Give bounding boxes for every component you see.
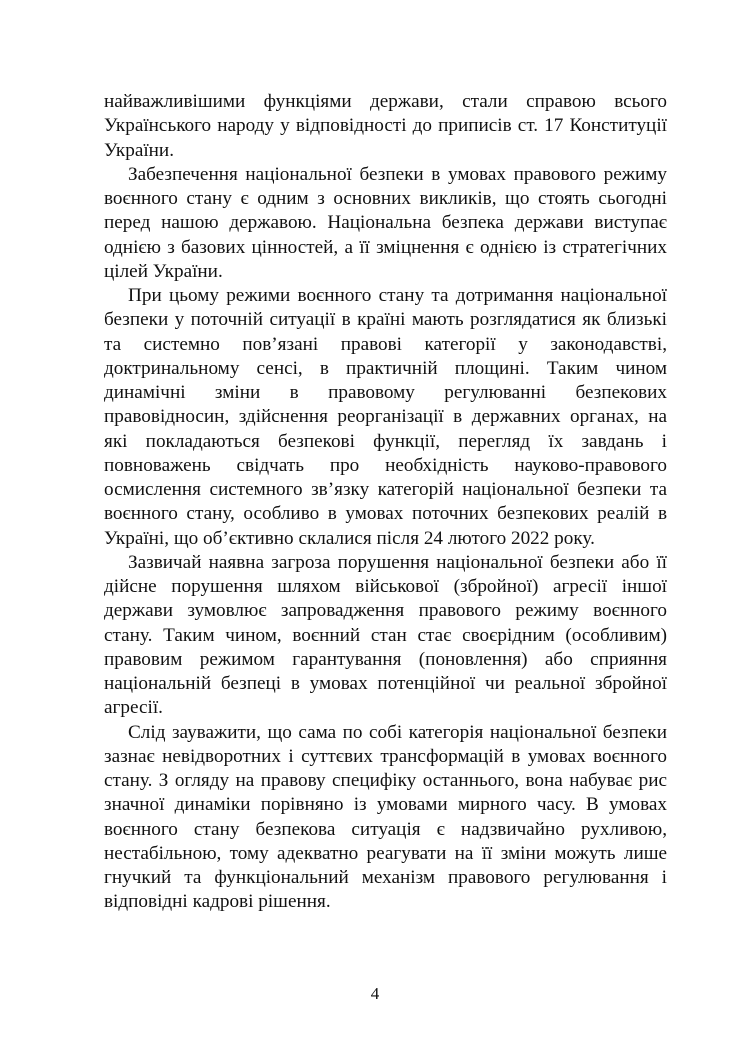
- page-number: 4: [370, 984, 380, 1003]
- paragraph-continuation: найважливішими функціями держави, стали справою всього Українського народу у відповідності до приписів ст. 17 Конституції України.: [104, 91, 667, 161]
- paragraph: Слід зауважити, що сама по собі категорія національної безпеки зазнає невідворотних і суттєвих трансформацій в умовах воєнного стану. З огляду на правову специфіку останнього, вона набуває рис значної динаміки порівняно із умовами мирного часу. В умовах воєнного стану безпекова ситуація є надзвичайно рухливою, нестабільною, тому адекватно реагувати на її зміни можуть лише гнучкий та функціональний механізм правового регулювання і відповідні кадрові рішення.: [104, 721, 667, 913]
- body-text: [104, 90, 667, 915]
- paragraph: При цьому режими воєнного стану та дотримання національної безпеки у поточній ситуації в країні мають розглядатися як близькі та системно пов’язані правові категорії у законодавстві, доктринальному сенсі, в практичній площині. Таким чином динамічні зміни в правовому регулюванні безпекових правовідносин, здійснення реорганізації в державних органах, на які покладаються безпекові функції, перегляд їх завдань і повноважень свідчать про необхідність науково-правового осмислення системного зв’язку категорій національної безпеки та воєнного стану, особливо в умовах поточних безпекових реалій в Україні, що об’єктивно склалися після 24 лютого 2022 року.: [104, 285, 667, 549]
- paragraph: Зазвичай наявна загроза порушення національної безпеки або її дійсне порушення шляхом військової (збройної) агресії іншої держави зумовлює запровадження правового режиму воєнного стану. Таким чином, воєнний стан стає своєрідним (особливим) правовим режимом гарантування (поновлення) або сприяння національній безпеці в умовах потенційної чи реальної збройної агресії.: [104, 551, 667, 719]
- paragraph: Забезпечення національної безпеки в умовах правового режиму воєнного стану є одним з основних викликів, що стоять сьогодні перед нашою державою. Національна безпека держави виступає однією з базових цінностей, а її зміцнення є однією із стратегічних цілей України.: [104, 163, 667, 282]
